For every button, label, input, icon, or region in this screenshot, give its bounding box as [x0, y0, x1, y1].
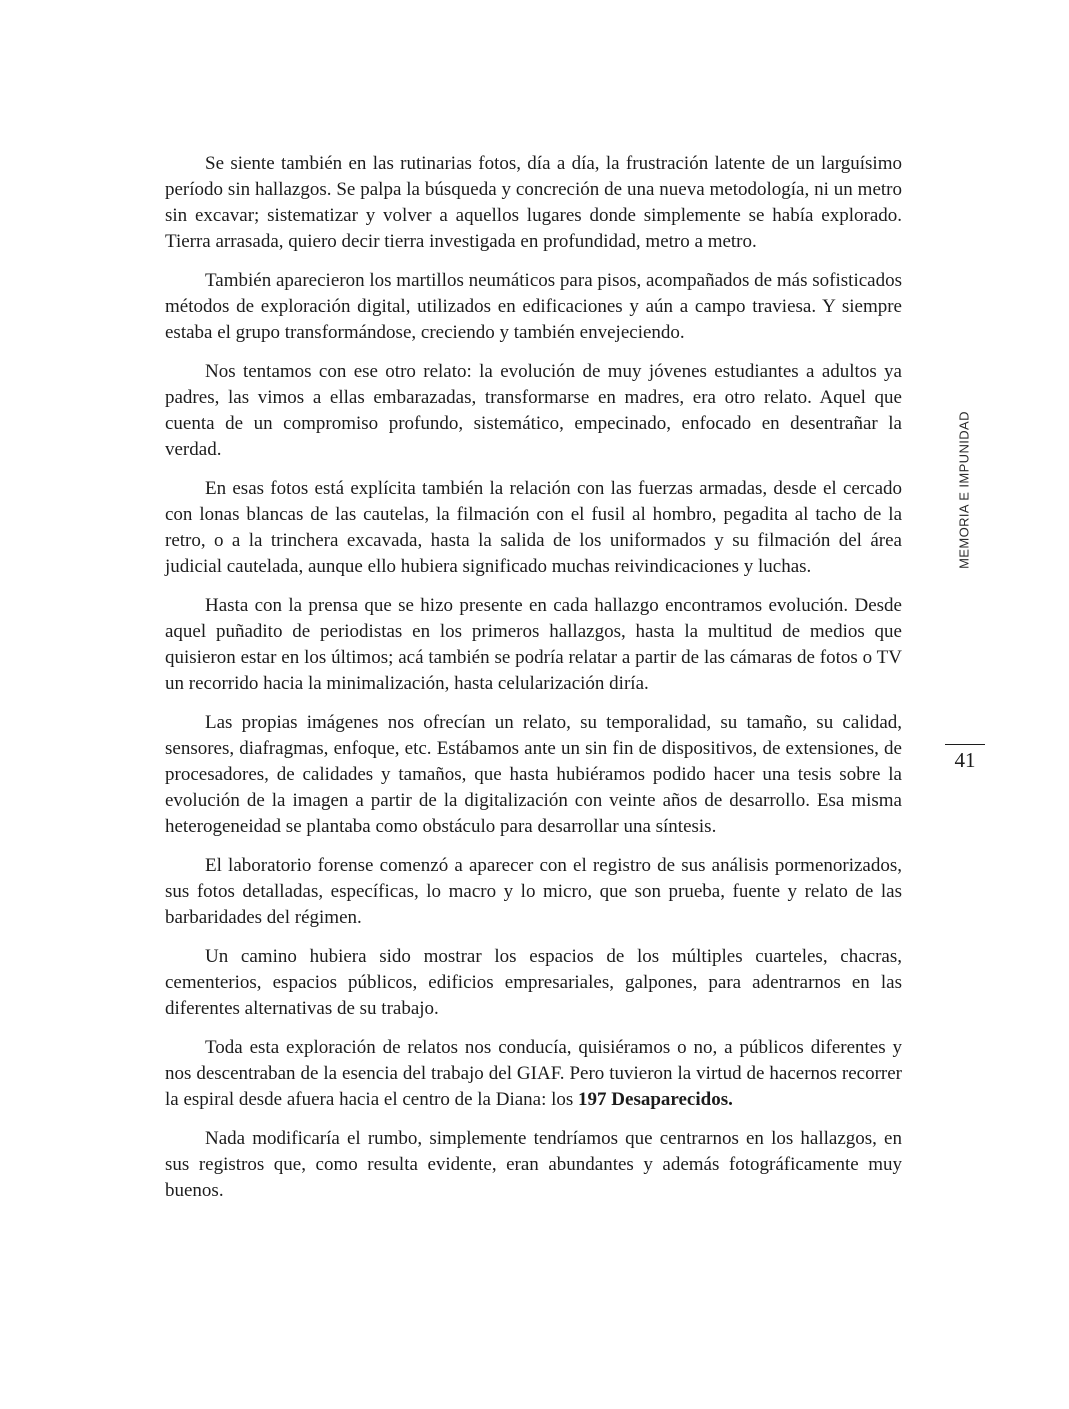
paragraph-text: Toda esta exploración de relatos nos conducía, quisiéramos o no, a públicos diferentes y nos descentraban de la esencia del trabajo del GIAF. Pero tuvieron la virtud de hacernos recorrer la espiral desde afuera hacia el centro de la Diana: los	[165, 1037, 902, 1110]
paragraph: Un camino hubiera sido mostrar los espacios de los múltiples cuarteles, chacras, cementerios, espacios públicos, edificios empresariales, galpones, para adentrarnos en las diferentes alternativas de su trabajo.	[165, 946, 902, 1019]
paragraph: En esas fotos está explícita también la relación con las fuerzas armadas, desde el cercado con lonas blancas de las cautelas, la filmación con el fusil al hombro, pegadita al tacho de la retro, o a la trinchera excavada, hasta la salida de los uniformados y su filmación del área judicial cautelada, aunque ello hubiera significado muchas reivindicaciones y luchas.	[165, 478, 902, 577]
paragraph: Nada modificaría el rumbo, simplemente tendríamos que centrarnos en los hallazgos, en sus registros que, como resulta evidente, eran abundantes y además fotográficamente muy buenos.	[165, 1128, 902, 1201]
page-number: 41	[945, 744, 985, 772]
paragraph: También aparecieron los martillos neumáticos para pisos, acompañados de más sofisticados métodos de exploración digital, utilizados en edificaciones y aún a campo traviesa. Y siempre estaba el grupo transformándose, creciendo y también envejeciendo.	[165, 270, 902, 343]
paragraph: El laboratorio forense comenzó a aparecer con el registro de sus análisis pormenorizados, sus fotos detalladas, específicas, lo macro y lo micro, que son prueba, fuente y relato de las barbaridades del régimen.	[165, 855, 902, 928]
paragraph: Se siente también en las rutinarias fotos, día a día, la frustración latente de un larguísimo período sin hallazgos. Se palpa la búsqueda y concreción de una nueva metodología, ni un metro sin excavar; sistematizar y volver a aquellos lugares donde simplemente se había explorado. Tierra arrasada, quiero decir tierra investigada en profundidad, metro a metro.	[165, 153, 902, 252]
body-text	[165, 151, 902, 1217]
bold-emphasis: 197 Desaparecidos.	[578, 1089, 733, 1110]
paragraph	[165, 1035, 902, 1113]
paragraph: Las propias imágenes nos ofrecían un relato, su temporalidad, su tamaño, su calidad, sensores, diafragmas, enfoque, etc. Estábamos ante un sin fin de dispositivos, de extensiones, de procesadores, de calidades y tamaños, que hasta hubiéramos podido hacer una tesis sobre la evolución de la imagen a partir de la digitalización con veinte años de desarrollo. Esa misma heterogeneidad se plantaba como obstáculo para desarrollar una síntesis.	[165, 712, 902, 837]
running-head-margin-label: MEMORIA E IMPUNIDAD	[956, 411, 972, 569]
paragraph: Hasta con la prensa que se hizo presente en cada hallazgo encontramos evolución. Desde aquel puñadito de periodistas en los primeros hallazgos, hasta la multitud de medios que quisieron estar en los últimos; acá también se podría relatar a partir de las cámaras de fotos o TV un recorrido hacia la minimalización, hasta celularización diría.	[165, 595, 902, 694]
paragraph: Nos tentamos con ese otro relato: la evolución de muy jóvenes estudiantes a adultos ya padres, las vimos a ellas embarazadas, transformarse en madres, era otro relato. Aquel que cuenta de un compromiso profundo, sistemático, empecinado, enfocado en desentrañar la verdad.	[165, 361, 902, 460]
